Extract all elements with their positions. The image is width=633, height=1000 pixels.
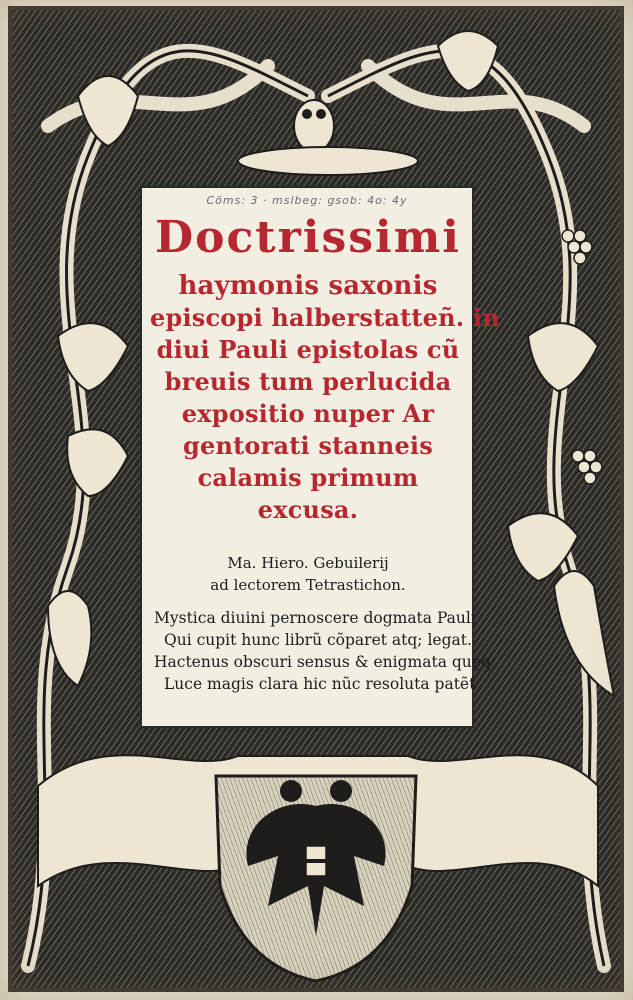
verse-line-3: Hactenus obscuri sensus & enigmata quęq;: [154, 653, 497, 671]
title-line-5: breuis tum perlucida: [164, 367, 452, 396]
title-line-8: calamis primum: [197, 463, 419, 492]
owl-icon: [294, 100, 334, 152]
verse-line-4: Luce magis clara hic nũc resoluta patẽt: [164, 675, 476, 693]
title-line-2: haymonis saxonis: [178, 271, 438, 301]
verse-line-2: Qui cupit hunc librũ cõparet atq; legat.: [164, 631, 472, 649]
title-text-panel: [140, 186, 500, 728]
handwritten-inscription: Cöms: 3 · mslbeg: gsob: 4o: 4y: [206, 194, 408, 207]
title-line-3: episcopi halberstatteñ. in: [150, 303, 500, 332]
title-line-4: diui Pauli epistolas cũ: [156, 335, 460, 364]
title-line-1: Doctrissimi: [154, 212, 462, 263]
author-line-2: ad lectorem Tetrastichon.: [210, 576, 406, 594]
title-line-6: expositio nuper Ar: [181, 399, 435, 428]
verse-line-1: Mystica diuini pernoscere dogmata Pauli: [154, 609, 476, 627]
author-line-1: Ma. Hiero. Gebuilerij: [227, 554, 389, 572]
title-line-7: gentorati stanneis: [183, 431, 433, 460]
title-line-9: excusa.: [257, 495, 359, 524]
